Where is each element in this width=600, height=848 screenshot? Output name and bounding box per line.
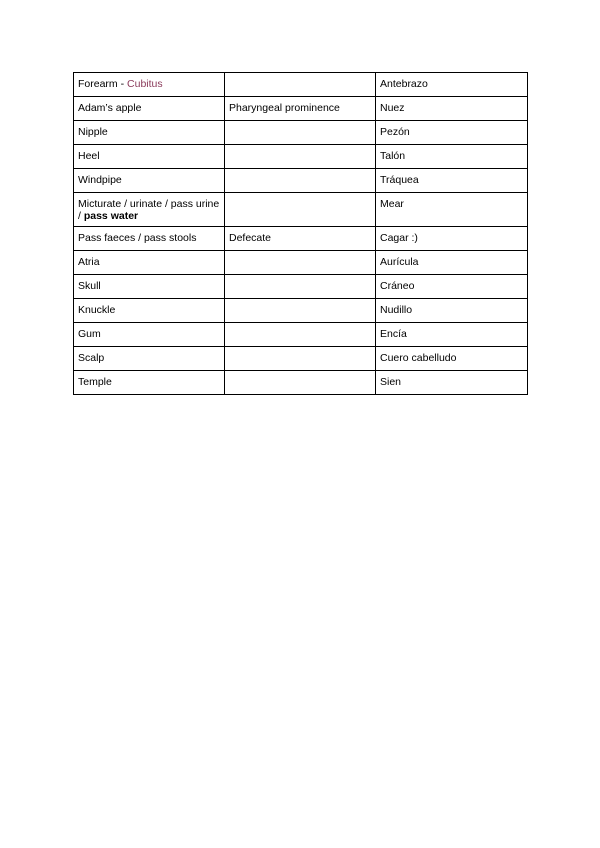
spanish-term-cell: Encía bbox=[376, 323, 528, 347]
english-term-cell: Skull bbox=[74, 275, 225, 299]
english-term-cell: Heel bbox=[74, 145, 225, 169]
english-term-cell: Atria bbox=[74, 251, 225, 275]
spanish-term-cell: Talón bbox=[376, 145, 528, 169]
english-term-cell: Scalp bbox=[74, 347, 225, 371]
synonym-cell bbox=[225, 371, 376, 395]
spanish-term-cell: Cagar :) bbox=[376, 227, 528, 251]
table-row bbox=[74, 193, 528, 227]
spanish-term-cell: Aurícula bbox=[376, 251, 528, 275]
synonym-cell bbox=[225, 73, 376, 97]
spanish-term-cell: Nuez bbox=[376, 97, 528, 121]
english-term-cell: Knuckle bbox=[74, 299, 225, 323]
spanish-term-cell: Nudillo bbox=[376, 299, 528, 323]
synonym-cell bbox=[225, 193, 376, 227]
synonym-cell bbox=[225, 299, 376, 323]
table-row bbox=[74, 145, 528, 169]
english-term-cell: Windpipe bbox=[74, 169, 225, 193]
table-row bbox=[74, 323, 528, 347]
synonym-cell bbox=[225, 275, 376, 299]
english-term-cell: Nipple bbox=[74, 121, 225, 145]
english-term-cell: Micturate / urinate / pass urine / pass water bbox=[74, 193, 225, 227]
english-term-cell: Gum bbox=[74, 323, 225, 347]
spanish-term-cell: Tráquea bbox=[376, 169, 528, 193]
table-row bbox=[74, 371, 528, 395]
synonym-cell bbox=[225, 169, 376, 193]
table-row bbox=[74, 227, 528, 251]
synonym-cell: Defecate bbox=[225, 227, 376, 251]
table-row bbox=[74, 121, 528, 145]
synonym-cell bbox=[225, 121, 376, 145]
table-row bbox=[74, 275, 528, 299]
table-row bbox=[74, 97, 528, 121]
spanish-term-cell: Cráneo bbox=[376, 275, 528, 299]
synonym-cell bbox=[225, 145, 376, 169]
spanish-term-cell: Antebrazo bbox=[376, 73, 528, 97]
latin-term: Cubitus bbox=[127, 78, 163, 90]
spanish-term-cell: Sien bbox=[376, 371, 528, 395]
english-term-cell: Adam’s apple bbox=[74, 97, 225, 121]
synonym-cell: Pharyngeal prominence bbox=[225, 97, 376, 121]
table-row bbox=[74, 251, 528, 275]
vocabulary-table bbox=[73, 72, 528, 395]
english-term-cell: Temple bbox=[74, 371, 225, 395]
spanish-term-cell: Cuero cabelludo bbox=[376, 347, 528, 371]
spanish-term-cell: Mear bbox=[376, 193, 528, 227]
spanish-term-cell: Pezón bbox=[376, 121, 528, 145]
english-term-cell: Pass faeces / pass stools bbox=[74, 227, 225, 251]
english-term-cell: Forearm - Cubitus bbox=[74, 73, 225, 97]
table-row bbox=[74, 347, 528, 371]
synonym-cell bbox=[225, 347, 376, 371]
synonym-cell bbox=[225, 323, 376, 347]
table-row bbox=[74, 169, 528, 193]
table-row bbox=[74, 73, 528, 97]
emphasized-term: pass water bbox=[83, 210, 139, 222]
table-row bbox=[74, 299, 528, 323]
synonym-cell bbox=[225, 251, 376, 275]
